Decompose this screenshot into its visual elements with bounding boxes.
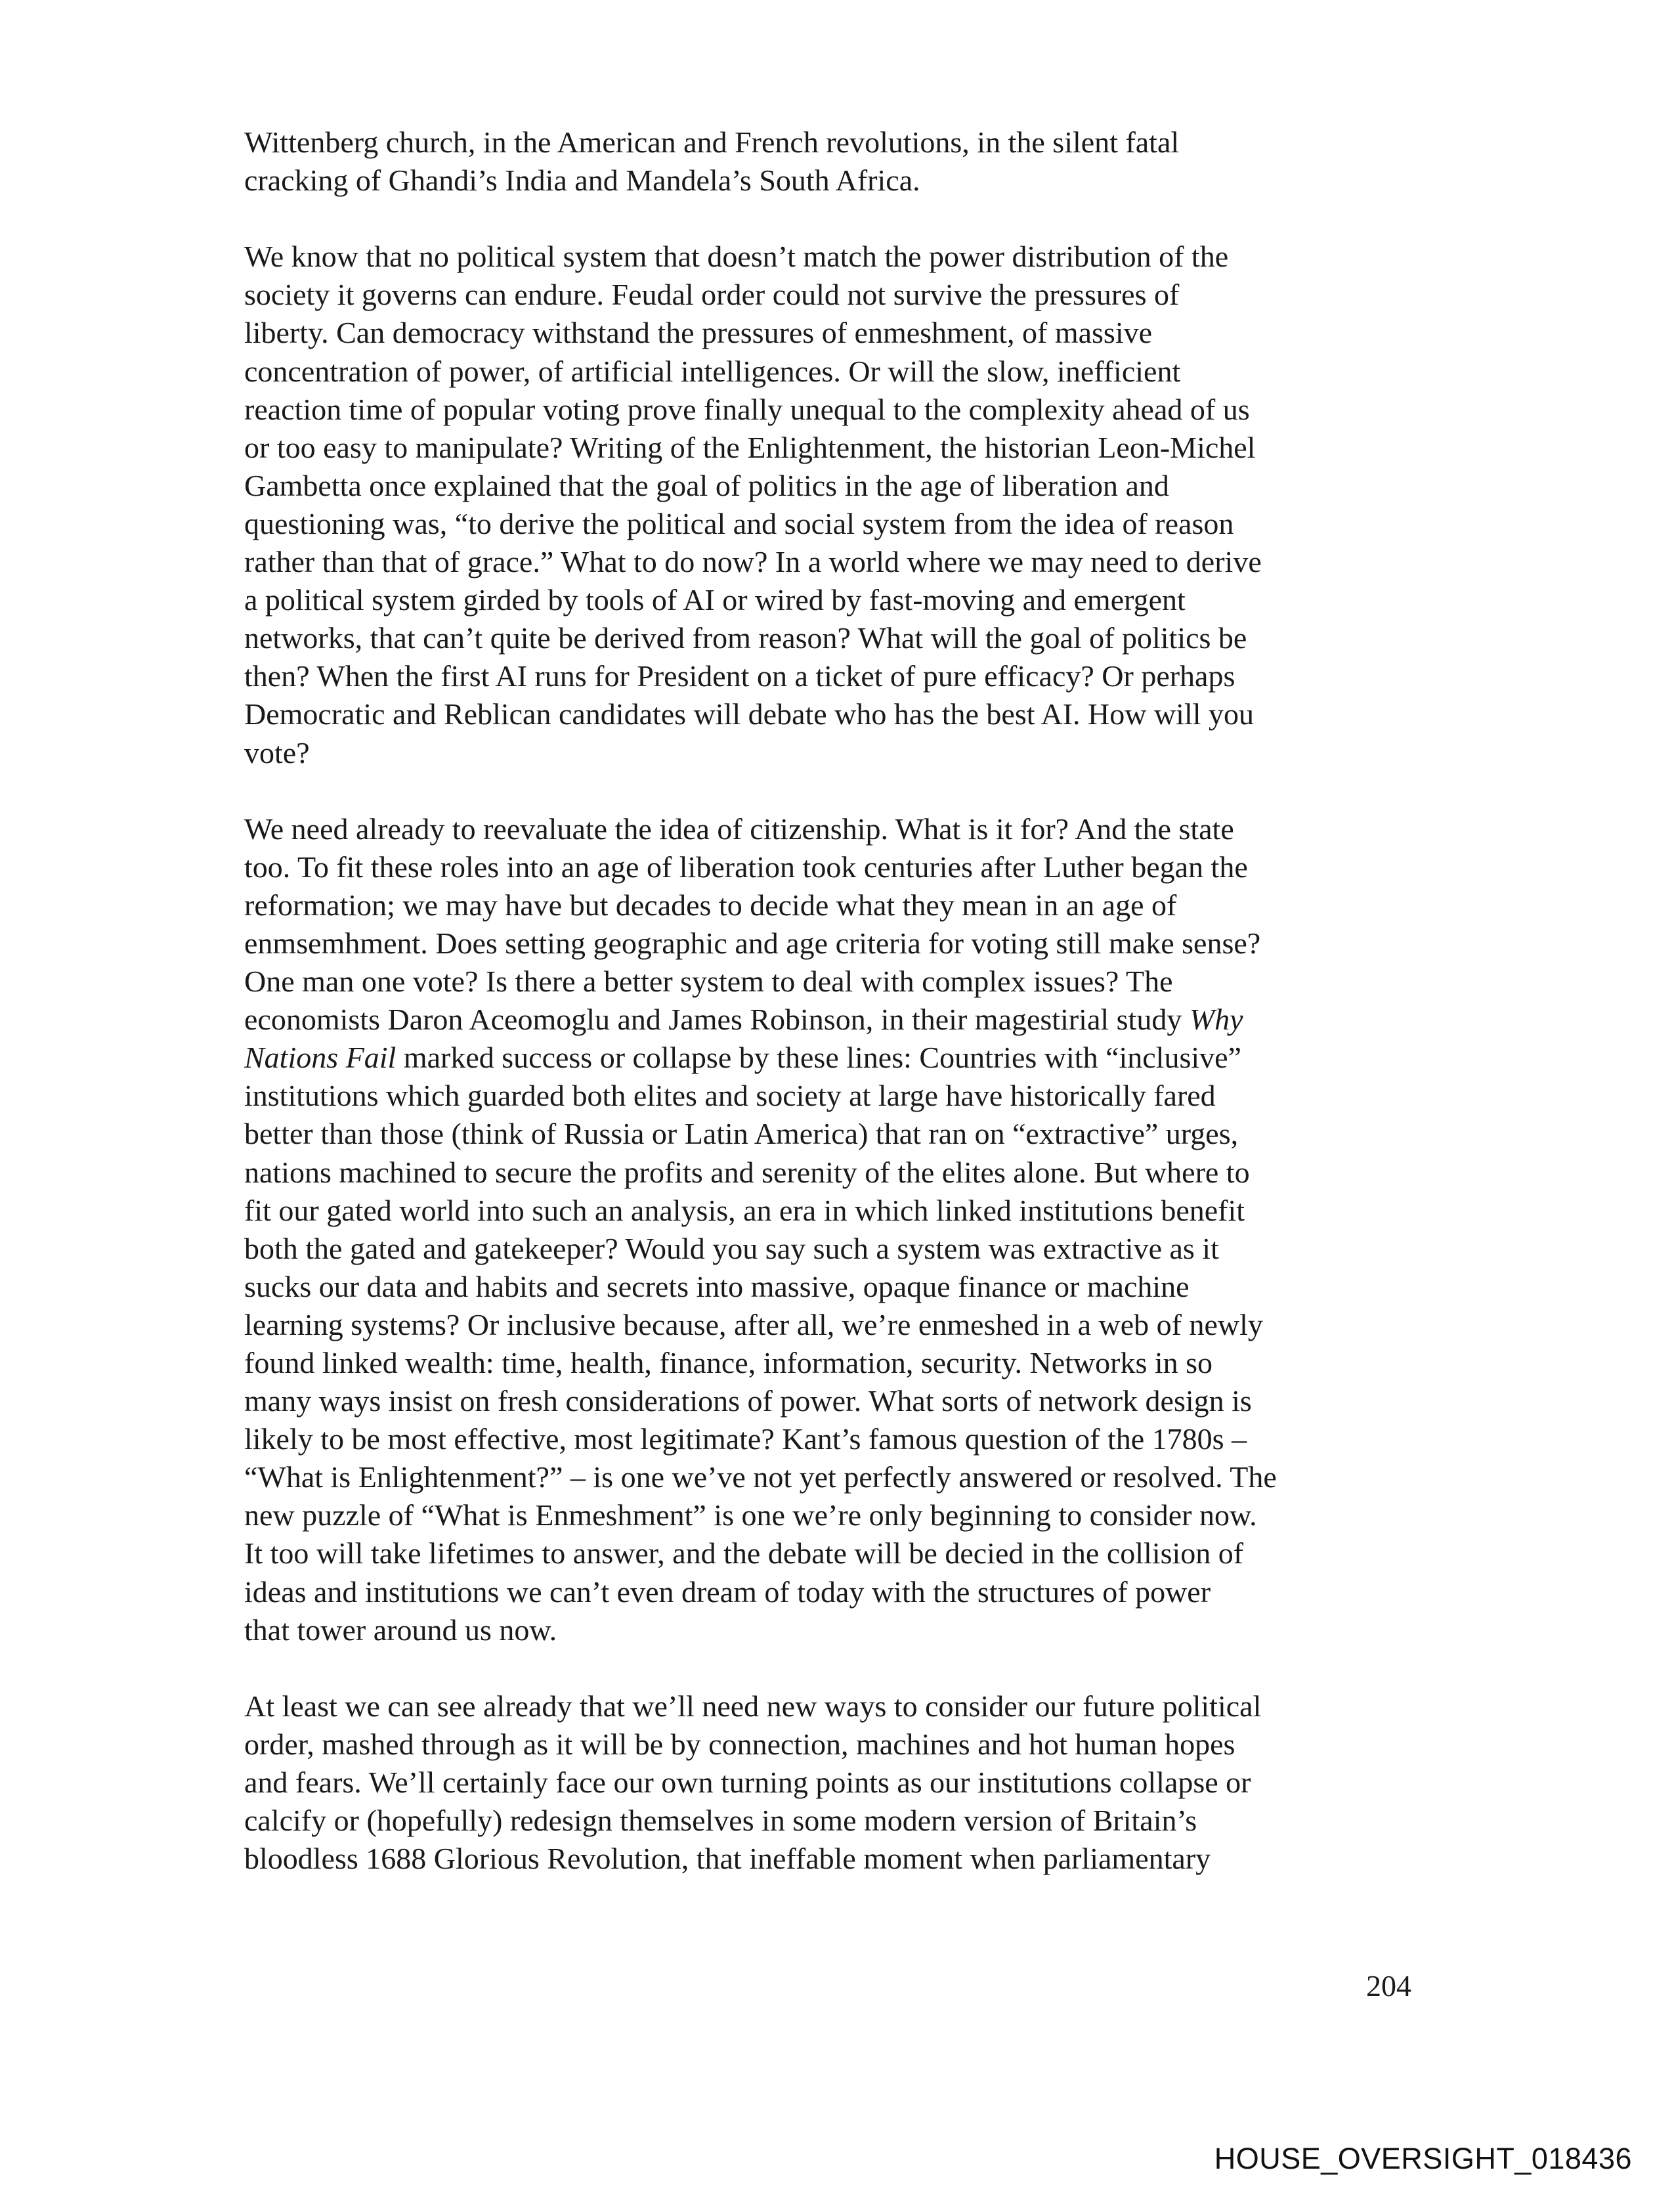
text-segment: both the gated and gatekeeper? Would you say such a system was extractive as it <box>244 1231 1219 1265</box>
text-line <box>244 1382 1439 1420</box>
text-segment: found linked wealth: time, health, finance, information, security. Networks in so <box>244 1346 1213 1379</box>
text-segment: bloodless 1688 Glorious Revolution, that ineffable moment when parliamentary <box>244 1842 1211 1876</box>
text-segment: Wittenberg church, in the American and French revolutions, in the silent fatal <box>244 125 1180 159</box>
text-line <box>244 353 1439 391</box>
text-segment: reformation; we may have but decades to decide what they mean in an age of <box>244 888 1177 922</box>
text-line <box>244 543 1439 581</box>
text-line <box>244 1001 1439 1039</box>
text-line <box>244 505 1439 543</box>
text-segment: rather than that of grace.” What to do now? In a world where we may need to derive <box>244 545 1262 579</box>
text-line <box>244 1496 1439 1534</box>
text-segment: or too easy to manipulate? Writing of the Enlightenment, the historian Leon-Michel <box>244 430 1256 464</box>
text-segment: vote? <box>244 735 310 770</box>
italic-title: Nations Fail <box>244 1041 397 1075</box>
text-line <box>244 1534 1439 1572</box>
text-segment: likely to be most effective, most legitimate? Kant’s famous question of the 1780s – <box>244 1422 1247 1456</box>
text-line <box>244 619 1439 657</box>
text-line <box>244 924 1439 963</box>
text-line <box>244 429 1439 467</box>
text-segment: marked success or collapse by these lines: Countries with “inclusive” <box>396 1041 1241 1075</box>
page-number: 204 <box>1366 1969 1411 2003</box>
text-segment: and fears. We’ll certainly face our own turning points as our institutions collapse or <box>244 1766 1251 1800</box>
paragraph <box>244 123 1439 200</box>
text-line <box>244 1611 1439 1649</box>
text-line <box>244 1192 1439 1230</box>
text-segment: questioning was, “to derive the political and social system from the idea of reason <box>244 506 1234 540</box>
paragraph <box>244 1687 1439 1878</box>
text-segment: One man one vote? Is there a better system to deal with complex issues? The <box>244 965 1173 999</box>
text-segment: Gambetta once explained that the goal of politics in the age of liberation and <box>244 468 1169 502</box>
italic-title: Why <box>1189 1003 1243 1037</box>
text-line <box>244 886 1439 924</box>
text-line <box>244 238 1439 276</box>
text-line <box>244 848 1439 886</box>
text-line <box>244 1802 1439 1840</box>
text-segment: economists Daron Aceomoglu and James Robinson, in their magestirial study <box>244 1003 1190 1037</box>
text-line <box>244 1077 1439 1115</box>
text-segment: fit our gated world into such an analysis, an era in which linked institutions benefit <box>244 1193 1245 1227</box>
text-segment: better than those (think of Russia or Latin America) that ran on “extractive” urges, <box>244 1117 1239 1151</box>
text-segment: nations machined to secure the profits and serenity of the elites alone. But where to <box>244 1155 1250 1189</box>
text-line <box>244 276 1439 314</box>
text-line <box>244 1115 1439 1153</box>
body-text <box>244 123 1439 1916</box>
text-line <box>244 123 1439 162</box>
text-line <box>244 1306 1439 1344</box>
text-segment: cracking of Ghandi’s India and Mandela’s South Africa. <box>244 163 920 198</box>
text-line <box>244 1687 1439 1725</box>
text-segment: concentration of power, of artificial intelligences. Or will the slow, inefficient <box>244 354 1181 388</box>
text-segment: a political system girded by tools of AI or wired by fast-moving and emergent <box>244 583 1186 617</box>
text-line <box>244 1344 1439 1382</box>
text-segment: learning systems? Or inclusive because, after all, we’re enmeshed in a web of newly <box>244 1307 1263 1341</box>
text-line <box>244 1725 1439 1764</box>
text-line <box>244 1230 1439 1268</box>
text-segment: new puzzle of “What is Enmeshment” is one we’re only beginning to consider now. <box>244 1498 1257 1532</box>
text-segment: networks, that can’t quite be derived from reason? What will the goal of politics be <box>244 621 1247 655</box>
text-line <box>244 467 1439 505</box>
text-line <box>244 314 1439 352</box>
text-segment: sucks our data and habits and secrets into massive, opaque finance or machine <box>244 1269 1190 1303</box>
text-segment: We know that no political system that doesn’t match the power distribution of the <box>244 240 1229 274</box>
text-line <box>244 657 1439 695</box>
text-segment: Democratic and Reblican candidates will debate who has the best AI. How will you <box>244 697 1255 731</box>
text-line <box>244 810 1439 848</box>
text-line <box>244 1573 1439 1611</box>
text-segment: that tower around us now. <box>244 1613 557 1647</box>
text-segment: society it governs can endure. Feudal order could not survive the pressures of <box>244 278 1180 312</box>
text-line <box>244 963 1439 1001</box>
text-segment: calcify or (hopefully) redesign themselves in some modern version of Britain’s <box>244 1804 1197 1838</box>
text-segment: enmsemhment. Does setting geographic and age criteria for voting still make sense? <box>244 926 1261 960</box>
text-segment: institutions which guarded both elites and society at large have historically fared <box>244 1079 1216 1113</box>
paragraph <box>244 810 1439 1649</box>
text-segment: It too will take lifetimes to answer, and the debate will be decied in the collision of <box>244 1536 1244 1571</box>
text-line <box>244 1764 1439 1802</box>
text-segment: “What is Enlightenment?” – is one we’ve not yet perfectly answered or resolved. The <box>244 1460 1277 1494</box>
text-line <box>244 162 1439 200</box>
text-line <box>244 1458 1439 1496</box>
text-line <box>244 1420 1439 1458</box>
text-segment: reaction time of popular voting prove finally unequal to the complexity ahead of us <box>244 392 1250 426</box>
text-line <box>244 1154 1439 1192</box>
text-line <box>244 1039 1439 1077</box>
text-segment: then? When the first AI runs for President on a ticket of pure efficacy? Or perhaps <box>244 659 1235 693</box>
text-segment: liberty. Can democracy withstand the pressures of enmeshment, of massive <box>244 316 1153 350</box>
text-line <box>244 1268 1439 1306</box>
bates-stamp: HOUSE_OVERSIGHT_018436 <box>1214 2142 1632 2175</box>
text-segment: order, mashed through as it will be by connection, machines and hot human hopes <box>244 1727 1235 1761</box>
text-segment: ideas and institutions we can’t even dream of today with the structures of power <box>244 1574 1211 1609</box>
text-line <box>244 734 1439 772</box>
paragraph <box>244 238 1439 771</box>
text-segment: At least we can see already that we’ll need new ways to consider our future political <box>244 1689 1262 1723</box>
text-line <box>244 1840 1439 1878</box>
text-segment: too. To fit these roles into an age of liberation took centuries after Luther began the <box>244 850 1248 884</box>
text-line <box>244 695 1439 733</box>
text-segment: We need already to reevaluate the idea of citizenship. What is it for? And the state <box>244 812 1234 846</box>
text-line <box>244 391 1439 429</box>
text-segment: many ways insist on fresh considerations of power. What sorts of network design is <box>244 1384 1252 1418</box>
text-line <box>244 581 1439 619</box>
